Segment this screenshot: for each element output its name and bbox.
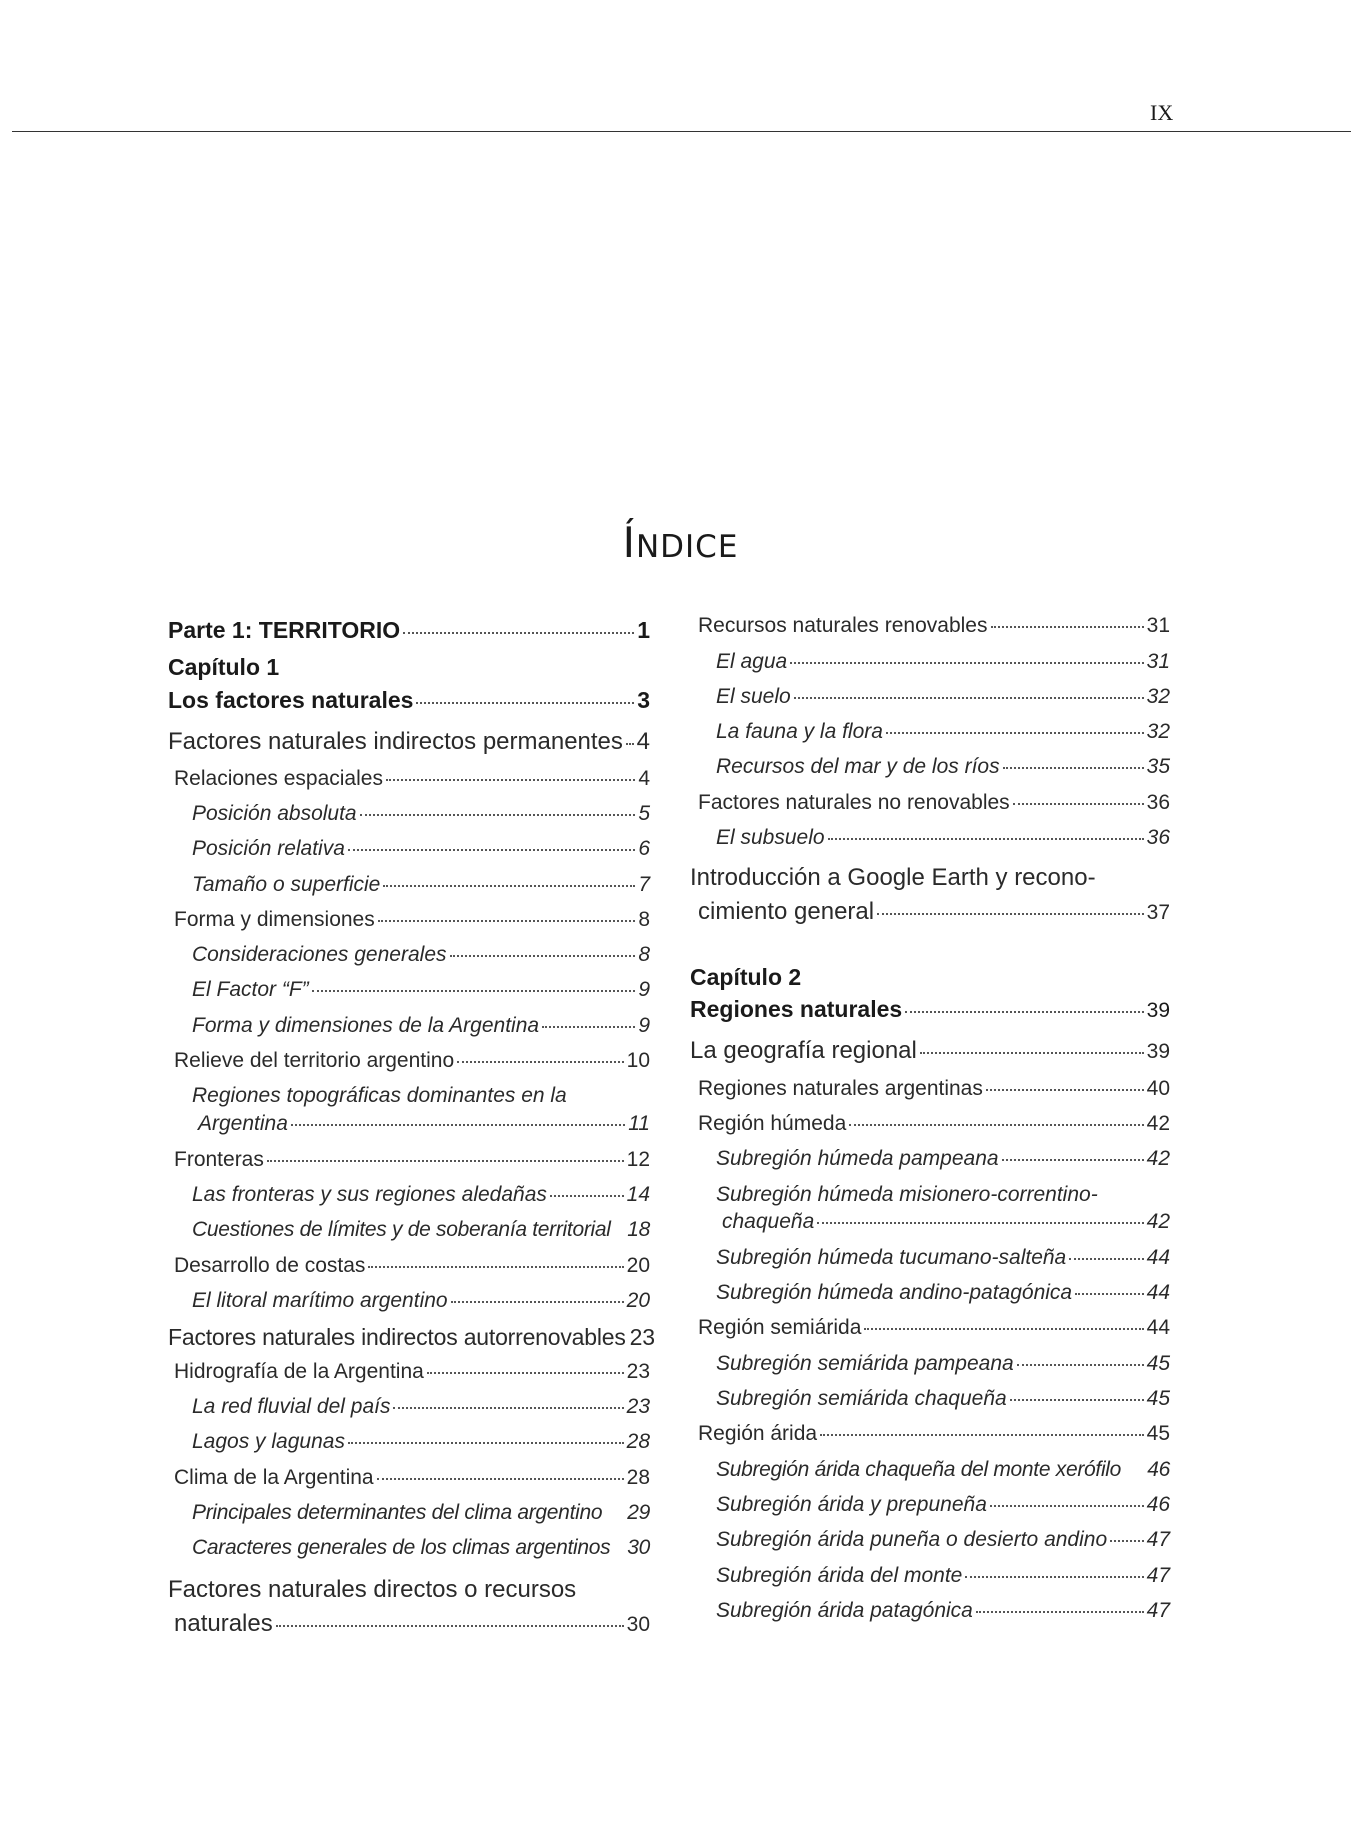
- toc-entry[interactable]: Desarrollo de costas 20: [174, 1254, 650, 1277]
- toc-entry[interactable]: Regiones naturales argentinas 40: [698, 1077, 1170, 1100]
- toc-entry[interactable]: Región húmeda 42: [698, 1112, 1170, 1135]
- toc-entry[interactable]: Los factores naturales 3: [168, 687, 650, 713]
- toc-entry[interactable]: La geografía regional 39: [690, 1037, 1170, 1064]
- toc-entry[interactable]: Subregión húmeda pampeana 42: [716, 1147, 1170, 1170]
- toc-entry[interactable]: El litoral marítimo argentino 20: [192, 1289, 650, 1312]
- title-rest: NDICE: [635, 529, 739, 565]
- toc-entry[interactable]: Posición absoluta 5: [192, 802, 650, 825]
- toc-entry[interactable]: Tamaño o superficie 7: [192, 873, 650, 896]
- toc-entry[interactable]: Consideraciones generales 8: [192, 943, 650, 966]
- toc-entry[interactable]: El Factor “F” 9: [192, 978, 650, 1001]
- chapter-label: Capítulo 2: [690, 964, 802, 990]
- toc-entry[interactable]: chaqueña 42: [722, 1210, 1170, 1233]
- toc-entry[interactable]: Lagos y lagunas 28: [192, 1430, 650, 1453]
- toc-entry[interactable]: Factores naturales indirectos permanentes 4: [168, 728, 650, 755]
- toc-entry[interactable]: Relieve del territorio argentino 10: [174, 1049, 650, 1072]
- toc-entry[interactable]: Relaciones espaciales 4: [174, 767, 650, 790]
- toc-entry[interactable]: Subregión árida patagónica 47: [716, 1599, 1170, 1622]
- toc-entry[interactable]: La fauna y la flora 32: [716, 720, 1170, 743]
- toc-entry-continued[interactable]: Regiones topográficas dominantes en la: [192, 1084, 567, 1107]
- toc-entry[interactable]: cimiento general 37: [698, 898, 1170, 925]
- toc-entry[interactable]: Recursos del mar y de los ríos 35: [716, 755, 1170, 778]
- toc-entry[interactable]: Factores naturales no renovables 36: [698, 791, 1170, 814]
- toc-entry[interactable]: La red fluvial del país 23: [192, 1395, 650, 1418]
- toc-entry[interactable]: Forma y dimensiones 8: [174, 908, 650, 931]
- toc-entry[interactable]: Forma y dimensiones de la Argentina 9: [192, 1014, 650, 1037]
- toc-entry[interactable]: Subregión semiárida chaqueña 45: [716, 1387, 1170, 1410]
- toc-entry[interactable]: Subregión árida chaqueña del monte xerófilo 46: [716, 1458, 1170, 1481]
- toc-entry[interactable]: Las fronteras y sus regiones aledañas 14: [192, 1183, 650, 1206]
- toc-entry[interactable]: Subregión semiárida pampeana 45: [716, 1352, 1170, 1375]
- toc-entry[interactable]: Argentina 11: [198, 1112, 650, 1135]
- toc-entry[interactable]: Subregión árida y prepuneña 46: [716, 1493, 1170, 1516]
- toc-entry[interactable]: Subregión árida del monte 47: [716, 1564, 1170, 1587]
- toc-entry[interactable]: El subsuelo 36: [716, 826, 1170, 849]
- toc-entry[interactable]: El suelo 32: [716, 685, 1170, 708]
- toc-entry[interactable]: Hidrografía de la Argentina 23: [174, 1360, 650, 1383]
- toc-entry-continued[interactable]: Subregión húmeda misionero-correntino-: [716, 1183, 1098, 1206]
- toc-entry[interactable]: Regiones naturales 39: [690, 996, 1170, 1022]
- toc-entry[interactable]: Región semiárida 44: [698, 1316, 1170, 1339]
- page-number: IX: [1150, 100, 1174, 125]
- toc-entry[interactable]: Parte 1: TERRITORIO 1: [168, 617, 650, 643]
- toc-entry[interactable]: Región árida 45: [698, 1422, 1170, 1445]
- toc-entry[interactable]: Factores naturales indirectos autorrenovables 23: [168, 1324, 655, 1350]
- chapter-label: Capítulo 1: [168, 654, 280, 680]
- toc-entry[interactable]: naturales 30: [174, 1610, 650, 1637]
- toc-entry[interactable]: Recursos naturales renovables 31: [698, 614, 1170, 637]
- toc-entry[interactable]: Principales determinantes del clima argentino 29: [192, 1501, 650, 1524]
- header-rule: [12, 131, 1351, 132]
- toc-entry-continued[interactable]: Factores naturales directos o recursos: [168, 1576, 577, 1603]
- toc-entry[interactable]: El agua 31: [716, 650, 1170, 673]
- page-title: [0, 518, 1361, 567]
- toc-entry[interactable]: Posición relativa 6: [192, 837, 650, 860]
- toc-entry[interactable]: Clima de la Argentina 28: [174, 1466, 650, 1489]
- toc-entry[interactable]: Fronteras 12: [174, 1148, 650, 1171]
- toc-entry[interactable]: Subregión húmeda andino-patagónica 44: [716, 1281, 1170, 1304]
- toc-entry-continued[interactable]: Introducción a Google Earth y recono-: [690, 864, 1096, 891]
- title-initial: Í: [622, 518, 636, 567]
- toc-entry[interactable]: Caracteres generales de los climas argentinos 30: [192, 1536, 650, 1559]
- toc-entry[interactable]: Subregión árida puneña o desierto andino 47: [716, 1528, 1170, 1551]
- toc-entry[interactable]: Cuestiones de límites y de soberanía territorial 18: [192, 1218, 650, 1241]
- toc-entry[interactable]: Subregión húmeda tucumano-salteña 44: [716, 1246, 1170, 1269]
